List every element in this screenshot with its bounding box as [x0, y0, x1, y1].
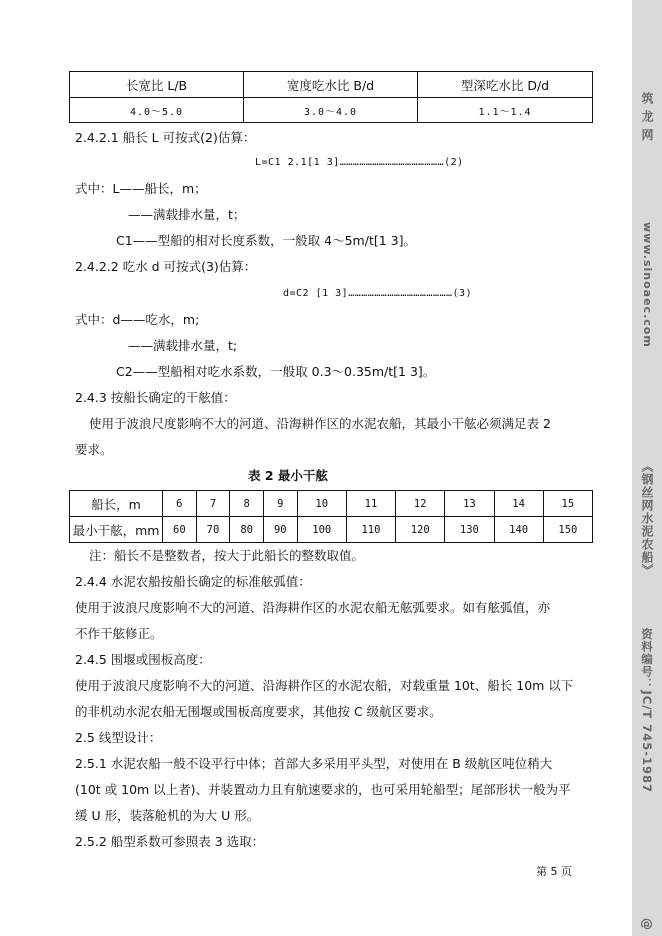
length-cell: 13	[445, 491, 494, 517]
section-heading: 2.4.2.1 船长 L 可按式(2)估算：	[75, 130, 256, 145]
length-cell: 15	[543, 491, 592, 517]
freeboard-cell: 90	[263, 517, 297, 543]
formula-length: L=C1 2.1[1 3]…………………………………………(2)	[255, 157, 464, 168]
freeboard-cell: 110	[346, 517, 395, 543]
section-heading: 2.5 线型设计：	[75, 730, 162, 745]
sidebar-code: 资料编号：JC/T 745-1987	[640, 628, 654, 794]
freeboard-row-length	[70, 491, 593, 517]
length-cell: 14	[494, 491, 543, 517]
ratio-table-value-row	[70, 98, 593, 123]
definition-line: 式中：d——吃水，m;	[75, 312, 200, 327]
row-label: 船长，m	[70, 491, 163, 517]
paragraph-line: 2.5.1 水泥农船一般不设平行中体；首部大多采用平头型，对使用在 B 级航区吨位稍大	[75, 756, 553, 771]
sidebar-url: www.sinoaec.com	[641, 222, 654, 348]
sidebar-title: 《钢丝网水泥农船》	[640, 460, 654, 577]
section-heading: 2.5.2 船型系数可参照表 3 选取：	[75, 834, 265, 849]
ratio-table	[69, 71, 593, 123]
freeboard-cell: 60	[163, 517, 197, 543]
sidebar-mark: @	[640, 918, 654, 931]
length-cell: 11	[346, 491, 395, 517]
freeboard-cell: 140	[494, 517, 543, 543]
paragraph-line: 使用于波浪尺度影响不大的河道、沿海耕作区的水泥农船，其最小干舷必须满足表 2	[89, 416, 551, 431]
freeboard-cell: 80	[230, 517, 264, 543]
freeboard-cell: 150	[543, 517, 592, 543]
definition-line: 式中：L——船长，m；	[75, 181, 207, 196]
length-cell: 6	[163, 491, 197, 517]
length-cell: 12	[396, 491, 445, 517]
paragraph-line: 不作干舷修正。	[75, 626, 163, 641]
table-caption: 表 2 最小干舷	[248, 468, 328, 483]
freeboard-cell: 100	[297, 517, 346, 543]
definition-line: C1——型船的相对长度系数，一般取 4～5m/t[1 3]。	[116, 233, 416, 248]
ratio-header-cell: 长宽比 L/B	[70, 72, 244, 98]
ratio-value-cell: 1.1～1.4	[418, 98, 593, 123]
paragraph-line: 要求。	[75, 442, 113, 457]
definition-line: ——满载排水量，t;	[128, 338, 238, 353]
length-cell: 7	[196, 491, 230, 517]
ratio-header-cell: 型深吃水比 D/d	[418, 72, 593, 98]
sidebar-brand: 筑 龙 网	[640, 92, 654, 142]
length-cell: 10	[297, 491, 346, 517]
section-heading: 2.4.5 围堰或围板高度：	[75, 652, 211, 667]
section-heading: 2.4.4 水泥农船按船长确定的标准舷弧值：	[75, 574, 311, 589]
ratio-header-cell: 宽度吃水比 B/d	[244, 72, 418, 98]
ratio-value-cell: 4.0～5.0	[70, 98, 244, 123]
table-note: 注：船长不是整数者，按大于此船长的整数取值。	[89, 548, 365, 563]
freeboard-table	[69, 490, 593, 543]
paragraph-line: 使用于波浪尺度影响不大的河道、沿海耕作区的水泥农船无舷弧要求。如有舷弧值，亦	[75, 600, 551, 615]
formula-draft: d=C2 [1 3]…………………………………………(3)	[283, 288, 473, 299]
freeboard-cell: 70	[196, 517, 230, 543]
section-heading: 2.4.3 按船长确定的干舷值：	[75, 390, 236, 405]
paragraph-line: 使用于波浪尺度影响不大的河道、沿海耕作区的水泥农船，对载重量 10t、船长 10m 以下	[75, 678, 574, 693]
freeboard-cell: 130	[445, 517, 494, 543]
row-label: 最小干舷，mm	[70, 517, 163, 543]
definition-line: ——满载排水量，t；	[128, 207, 246, 222]
definition-line: C2——型船相对吃水系数，一般取 0.3～0.35m/t[1 3]。	[116, 364, 436, 379]
ratio-value-cell: 3.0～4.0	[244, 98, 418, 123]
page-number: 第 5 页	[536, 865, 572, 878]
paragraph-line: (10t 或 10m 以上者)、并装置动力且有航速要求的，也可采用轮船型；尾部形状一般为平	[75, 782, 571, 797]
paragraph-line: 缓 U 形，装落舱机的为大 U 形。	[75, 808, 260, 823]
freeboard-row-min	[70, 517, 593, 543]
paragraph-line: 的非机动水泥农船无围堰或围板高度要求，其他按 C 级航区要求。	[75, 704, 442, 719]
length-cell: 9	[263, 491, 297, 517]
freeboard-cell: 120	[396, 517, 445, 543]
length-cell: 8	[230, 491, 264, 517]
section-heading: 2.4.2.2 吃水 d 可按式(3)估算：	[75, 259, 257, 274]
ratio-table-header-row	[70, 72, 593, 98]
